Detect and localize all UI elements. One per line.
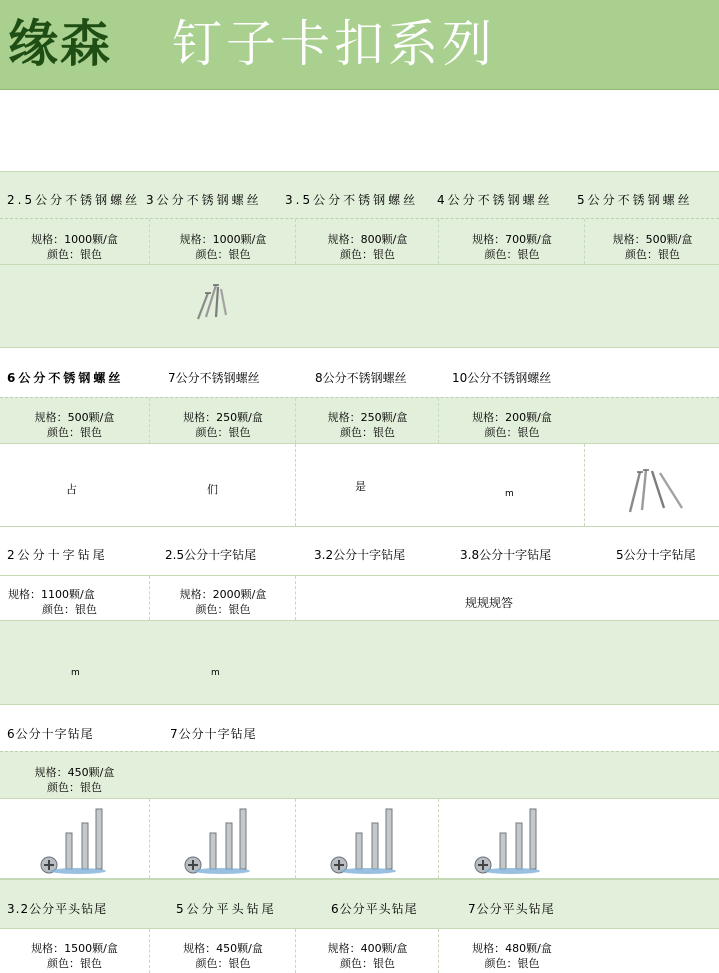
spec-quantity: 规格：500颗/盒	[34, 411, 115, 424]
spec-quantity: 规格：200颗/盒	[472, 411, 552, 424]
spec-quantity: 规格：250颗/盒	[327, 411, 408, 424]
row4-images	[0, 799, 719, 879]
spec-quantity: 规格：2000颗/盒	[179, 588, 267, 601]
row4-specs	[0, 751, 719, 799]
product-name: 7公分平头钻尾	[468, 902, 555, 916]
product-name: 2.5公分不锈钢螺丝	[7, 193, 141, 207]
header-banner	[0, 0, 719, 90]
spec-color: 颜色：银色	[47, 957, 102, 970]
row4-header	[0, 705, 719, 751]
product-name: 3.8公分十字钻尾	[460, 548, 552, 562]
nails-icon	[626, 468, 686, 514]
spec-quantity: 规格：450颗/盒	[183, 942, 263, 955]
product-name: 8公分不锈钢螺丝	[315, 371, 407, 385]
brand-name: 缘森	[8, 14, 112, 73]
row5-header	[0, 879, 719, 928]
row3-header	[0, 527, 719, 575]
spec-quantity: 规格：400颗/盒	[327, 942, 408, 955]
spec-quantity: 规格：480颗/盒	[472, 942, 552, 955]
row1-images	[0, 265, 719, 348]
spec-color: 颜色：银色	[484, 957, 540, 970]
product-name: 3.2公分平头钻尾	[7, 902, 108, 916]
product-name: 3.5公分不锈钢螺丝	[285, 193, 419, 207]
image-placeholder: m	[505, 489, 514, 499]
nails-icon	[192, 281, 236, 321]
spec-color: 颜色：银色	[195, 603, 251, 616]
spec-color: 颜色：银色	[47, 781, 102, 794]
product-name: 5公分十字钻尾	[616, 548, 696, 562]
product-name: 6公分十字钻尾	[7, 727, 94, 741]
row1-header	[0, 171, 719, 218]
spec-color: 颜色：银色	[195, 248, 251, 261]
spec-quantity: 规格：250颗/盒	[183, 411, 263, 424]
spec-color: 颜色：银色	[195, 426, 251, 439]
spec-quantity: 规格：1000颗/盒	[31, 233, 118, 246]
spec-quantity: 规格：450颗/盒	[34, 766, 115, 779]
product-name: 7公分不锈钢螺丝	[168, 371, 260, 385]
spec-color: 颜色：银色	[195, 957, 251, 970]
product-name: 4公分不锈钢螺丝	[437, 193, 553, 207]
spec-color: 颜色：银色	[340, 248, 395, 261]
spec-color: 颜色：银色	[340, 426, 395, 439]
image-placeholder: 占	[66, 483, 77, 496]
spec-color: 颜色：银色	[484, 248, 540, 261]
image-placeholder: m	[71, 668, 80, 678]
product-name: 2.5公分十字钻尾	[165, 548, 257, 562]
product-name: 7公分十字钻尾	[170, 727, 257, 741]
product-name: 5公分平头钻尾	[176, 902, 277, 916]
row5-specs	[0, 928, 719, 973]
spec-quantity: 规格：1000颗/盒	[179, 233, 267, 246]
product-name: 6公分平头钻尾	[331, 902, 418, 916]
spec-color: 颜色：银色	[42, 603, 97, 616]
spec-quantity: 规格：800颗/盒	[327, 233, 408, 246]
row3-specs	[0, 575, 719, 620]
product-name: 6公分不锈钢螺丝	[7, 371, 124, 385]
image-placeholder: m	[211, 668, 220, 678]
product-name: 3公分不锈钢螺丝	[146, 193, 262, 207]
spec-color: 颜色：银色	[340, 957, 395, 970]
row2-images	[0, 444, 719, 527]
drill-screws-icon	[472, 805, 542, 875]
drill-screws-icon	[38, 805, 108, 875]
drill-screws-icon	[182, 805, 252, 875]
spec-quantity: 规格：500颗/盒	[612, 233, 693, 246]
spec-color: 颜色：银色	[47, 426, 102, 439]
product-name: 10公分不锈钢螺丝	[452, 371, 552, 385]
row2-header	[0, 348, 719, 397]
image-placeholder: 是	[355, 480, 366, 493]
spec-note: 规规规答	[465, 596, 514, 610]
image-placeholder: 们	[207, 483, 218, 496]
spec-color: 颜色：银色	[625, 248, 680, 261]
row3-images	[0, 620, 719, 705]
drill-screws-icon	[328, 805, 398, 875]
row2-specs	[0, 397, 719, 444]
spec-color: 颜色：银色	[47, 248, 102, 261]
product-name: 2公分十字钻尾	[7, 548, 108, 562]
product-name: 3.2公分十字钻尾	[314, 548, 406, 562]
spec-quantity: 规格：1100颗/盒	[8, 588, 95, 601]
spec-quantity: 规格：700颗/盒	[472, 233, 552, 246]
series-title: 钉子卡扣系列	[172, 15, 496, 73]
spec-quantity: 规格：1500颗/盒	[31, 942, 118, 955]
row1-specs	[0, 218, 719, 265]
spec-color: 颜色：银色	[484, 426, 540, 439]
product-name: 5公分不锈钢螺丝	[577, 193, 693, 207]
